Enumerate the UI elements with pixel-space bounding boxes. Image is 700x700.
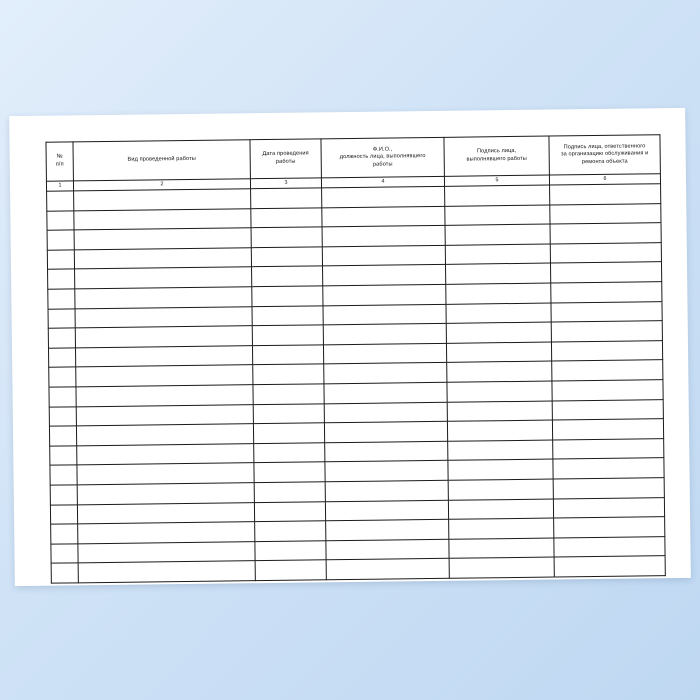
table-cell-c1[interactable] <box>50 465 77 485</box>
table-cell-c6[interactable] <box>550 223 661 244</box>
table-cell-c6[interactable] <box>554 536 665 557</box>
table-cell-c1[interactable] <box>50 504 77 524</box>
table-cell-c2[interactable] <box>75 326 252 348</box>
table-cell-c1[interactable] <box>49 367 76 387</box>
column-number-2: 2 <box>73 179 250 191</box>
table-cell-c3[interactable] <box>253 403 324 423</box>
table-cell-c6[interactable] <box>554 556 665 577</box>
table-cell-c1[interactable] <box>48 328 75 348</box>
column-number-1: 1 <box>46 181 73 191</box>
column-header-number-line-1: № <box>56 153 63 161</box>
table-cell-c1[interactable] <box>51 524 78 544</box>
table-cell-c2[interactable] <box>74 208 251 230</box>
table-cell-c2[interactable] <box>77 443 254 465</box>
table-cell-c4[interactable] <box>322 186 445 207</box>
table-cell-c3[interactable] <box>251 247 322 267</box>
table-cell-c2[interactable] <box>74 247 251 269</box>
table-cell-c2[interactable] <box>78 541 255 563</box>
table-cell-c2[interactable] <box>77 483 254 505</box>
table-cell-c3[interactable] <box>252 345 323 365</box>
table-cell-c3[interactable] <box>255 560 326 580</box>
table-cell-c1[interactable] <box>47 230 74 250</box>
column-number-5: 5 <box>444 175 549 186</box>
table-cell-c6[interactable] <box>553 497 664 518</box>
table-cell-c3[interactable] <box>251 207 322 227</box>
table-cell-c5[interactable] <box>448 499 553 520</box>
table-area <box>45 134 658 556</box>
table-cell-c4[interactable] <box>322 226 445 247</box>
table-cell-c6[interactable] <box>553 478 664 499</box>
table-cell-c6[interactable] <box>550 242 661 263</box>
table-cell-c2[interactable] <box>75 287 252 309</box>
column-number-4: 4 <box>321 176 444 188</box>
table-cell-c5[interactable] <box>447 401 552 422</box>
table-cell-c6[interactable] <box>550 262 661 283</box>
column-header-responsible-signature-line-2: за организацию обслуживания и <box>560 150 649 158</box>
table-cell-c2[interactable] <box>76 365 253 387</box>
column-header-person-name-line-1: Ф.И.О., <box>372 146 393 153</box>
table-cell-c1[interactable] <box>49 387 76 407</box>
table-cell-c3[interactable] <box>253 384 324 404</box>
table-cell-c5[interactable] <box>447 361 552 382</box>
table-cell-c4[interactable] <box>324 402 447 423</box>
table-cell-c6[interactable] <box>551 282 662 303</box>
table-cell-c2[interactable] <box>74 189 251 211</box>
column-header-work-date-line-2: работы <box>275 158 296 165</box>
table-cell-c2[interactable] <box>76 404 253 426</box>
table-cell-c5[interactable] <box>449 538 554 559</box>
table-cell-c2[interactable] <box>75 345 252 367</box>
table-cell-c4[interactable] <box>324 421 447 442</box>
table-cell-c2[interactable] <box>74 228 251 250</box>
table-cell-c3[interactable] <box>254 443 325 463</box>
table-cell-c1[interactable] <box>48 289 75 309</box>
column-number-3: 3 <box>250 178 321 189</box>
column-header-work-type-line-1: Вид проведенной работы <box>127 156 196 163</box>
column-header-responsible-signature <box>549 135 660 175</box>
column-header-person-name-line-3: работы <box>372 161 393 168</box>
table-cell-c4[interactable] <box>325 500 448 521</box>
table-cell-c5[interactable] <box>445 185 550 206</box>
table-cell-c1[interactable] <box>50 485 77 505</box>
table-cell-c6[interactable] <box>550 184 661 205</box>
table-cell-c1[interactable] <box>47 210 74 230</box>
table-cell-c4[interactable] <box>324 363 447 384</box>
table-cell-c5[interactable] <box>445 205 550 226</box>
table-cell-c4[interactable] <box>324 382 447 403</box>
table-cell-c5[interactable] <box>446 283 551 304</box>
table-cell-c5[interactable] <box>446 263 551 284</box>
journal-table <box>45 134 665 583</box>
table-cell-c4[interactable] <box>325 480 448 501</box>
table-cell-c5[interactable] <box>448 479 553 500</box>
table-cell-c3[interactable] <box>254 501 325 521</box>
column-header-performer-signature-line-2: выполнявшего работы <box>466 155 527 163</box>
column-header-performer-signature <box>444 136 549 176</box>
column-header-performer-signature-line-1: Подпись лица, <box>476 148 517 155</box>
table-cell-c6[interactable] <box>551 321 662 342</box>
table-cell-c5[interactable] <box>447 420 552 441</box>
table-cell-c5[interactable] <box>445 224 550 245</box>
table-cell-c1[interactable] <box>51 563 78 583</box>
table-cell-c4[interactable] <box>325 461 448 482</box>
column-header-work-date-line-1: Дата проведения <box>262 150 309 158</box>
table-cell-c4[interactable] <box>322 245 445 266</box>
table-cell-c4[interactable] <box>322 206 445 227</box>
table-cell-c5[interactable] <box>446 342 551 363</box>
table-cell-c6[interactable] <box>551 301 662 322</box>
column-header-number-line-2: п/п <box>55 161 64 168</box>
table-cell-c4[interactable] <box>323 323 446 344</box>
table-cell-c2[interactable] <box>77 463 254 485</box>
table-cell-c2[interactable] <box>76 424 253 446</box>
column-header-responsible-signature-line-3: ремонта объекта <box>581 158 628 165</box>
table-cell-c4[interactable] <box>323 284 446 305</box>
table-cell-c6[interactable] <box>554 517 665 538</box>
table-cell-c1[interactable] <box>47 191 74 211</box>
table-cell-c4[interactable] <box>323 343 446 364</box>
table-cell-c1[interactable] <box>49 406 76 426</box>
table-cell-c4[interactable] <box>326 559 449 580</box>
table-cell-c3[interactable] <box>252 266 323 286</box>
table-cell-c5[interactable] <box>448 459 553 480</box>
table-cell-c5[interactable] <box>445 244 550 265</box>
table-cell-c3[interactable] <box>252 305 323 325</box>
table-cell-c3[interactable] <box>251 188 322 208</box>
column-header-number <box>46 142 73 181</box>
table-cell-c3[interactable] <box>253 423 324 443</box>
table-cell-c1[interactable] <box>51 544 78 564</box>
table-cell-c4[interactable] <box>323 304 446 325</box>
table-cell-c1[interactable] <box>48 348 75 368</box>
table-cell-c6[interactable] <box>552 399 663 420</box>
table-cell-c6[interactable] <box>552 380 663 401</box>
table-body <box>47 184 666 583</box>
table-cell-c3[interactable] <box>255 521 326 541</box>
table-cell-c4[interactable] <box>325 441 448 462</box>
table-cell-c5[interactable] <box>449 557 554 578</box>
table-cell-c3[interactable] <box>254 482 325 502</box>
column-header-person-name <box>321 137 444 177</box>
table-cell-c2[interactable] <box>77 502 254 524</box>
table-header <box>46 135 661 191</box>
table-cell-c1[interactable] <box>50 446 77 466</box>
table-cell-c6[interactable] <box>551 340 662 361</box>
table-cell-c3[interactable] <box>254 462 325 482</box>
table-cell-c6[interactable] <box>552 419 663 440</box>
table-cell-c6[interactable] <box>552 360 663 381</box>
table-cell-c5[interactable] <box>447 381 552 402</box>
table-cell-c5[interactable] <box>446 322 551 343</box>
table-cell-c3[interactable] <box>253 364 324 384</box>
column-header-work-date <box>250 139 321 179</box>
table-cell-c2[interactable] <box>78 522 255 544</box>
table-cell-c1[interactable] <box>49 426 76 446</box>
table-cell-c1[interactable] <box>48 269 75 289</box>
table-cell-c2[interactable] <box>75 267 252 289</box>
table-cell-c5[interactable] <box>448 440 553 461</box>
table-cell-c5[interactable] <box>449 518 554 539</box>
table-cell-c6[interactable] <box>553 438 664 459</box>
column-header-responsible-signature-line-1: Подпись лица, ответственного <box>563 143 646 151</box>
table-cell-c3[interactable] <box>255 540 326 560</box>
column-number-6: 6 <box>549 174 660 185</box>
table-cell-c2[interactable] <box>78 561 255 583</box>
table-cell-c2[interactable] <box>76 385 253 407</box>
table-cell-c5[interactable] <box>446 303 551 324</box>
column-header-person-name-line-2: должность лица, выполнявшего <box>339 153 426 161</box>
column-header-work-type <box>73 140 250 181</box>
table-cell-c3[interactable] <box>252 325 323 345</box>
table-cell-c3[interactable] <box>251 227 322 247</box>
table-cell-c1[interactable] <box>47 250 74 270</box>
table-cell-c4[interactable] <box>323 265 446 286</box>
table-cell-c1[interactable] <box>48 308 75 328</box>
table-cell-c6[interactable] <box>550 203 661 224</box>
table-cell-c2[interactable] <box>75 306 252 328</box>
paper-sheet <box>9 108 691 586</box>
table-cell-c4[interactable] <box>326 519 449 540</box>
table-cell-c3[interactable] <box>252 286 323 306</box>
table-cell-c4[interactable] <box>326 539 449 560</box>
table-cell-c6[interactable] <box>553 458 664 479</box>
